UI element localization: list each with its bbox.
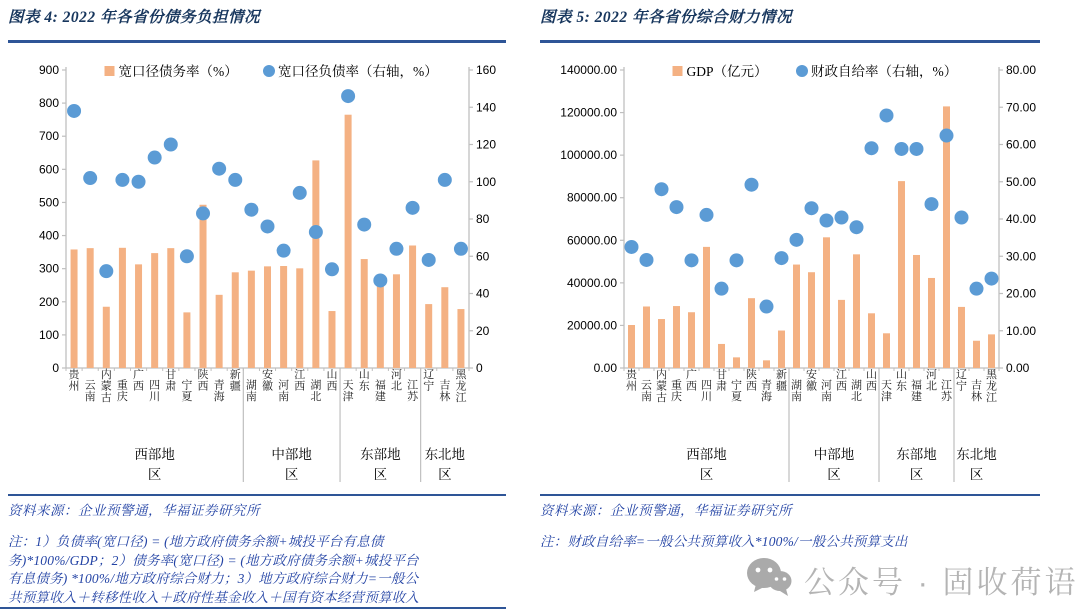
x-category-label: 新疆 <box>229 369 241 393</box>
left-axis-label: 300 <box>38 261 59 276</box>
bar <box>248 271 255 368</box>
bar <box>808 272 815 368</box>
x-category-label: 四川 <box>701 379 712 403</box>
legend-bar-label: 宽口径债务率（%） <box>118 64 238 79</box>
bar <box>658 319 665 368</box>
scatter-dot <box>212 162 226 176</box>
right-axis-label: 160 <box>476 63 497 77</box>
bar <box>328 311 335 368</box>
bar <box>823 237 830 368</box>
scatter-dot <box>955 211 969 225</box>
left-axis-label: 600 <box>38 162 59 177</box>
left-axis-label: 140000.00 <box>560 63 617 77</box>
x-category-label: 福建 <box>911 379 922 403</box>
source-line: 资料来源：企业预警通，华福证券研究所 <box>540 503 792 518</box>
x-category-label: 山东 <box>358 369 370 393</box>
right-axis-label: 10.00 <box>1006 323 1037 338</box>
group-label: 东部地区 <box>360 447 401 482</box>
x-category-label: 甘肃 <box>716 369 727 393</box>
bar <box>377 285 384 368</box>
legend-dot-marker <box>263 65 275 77</box>
scatter-dot <box>880 108 894 122</box>
right-axis-label: 100 <box>476 174 497 189</box>
scatter-dot <box>293 186 307 200</box>
group-label: 东北地区 <box>956 447 997 482</box>
scatter-dot <box>655 182 669 196</box>
scatter-dot <box>805 201 819 215</box>
bar <box>280 266 287 368</box>
right-axis-label: 30.00 <box>1006 249 1037 264</box>
bar <box>763 360 770 368</box>
scatter-dot <box>406 201 420 215</box>
left-axis-label: 700 <box>38 129 59 144</box>
scatter-dot <box>790 233 804 247</box>
scatter-dot <box>835 211 849 225</box>
x-category-label: 江苏 <box>407 379 419 403</box>
scatter-dot <box>715 282 729 296</box>
source-line: 资料来源：企业预警通，华福证券研究所 <box>8 503 260 518</box>
x-category-label: 云南 <box>84 379 96 403</box>
bar <box>393 274 400 368</box>
debt-burden-chart <box>8 58 520 492</box>
x-category-label: 福建 <box>374 379 386 403</box>
left-axis-label: 900 <box>38 63 59 77</box>
x-category-label: 宁夏 <box>731 379 742 403</box>
x-category-label: 湖南 <box>245 379 257 403</box>
bar <box>312 160 319 368</box>
scatter-dot <box>277 244 291 258</box>
x-category-label: 山西 <box>866 369 877 393</box>
bar <box>167 248 174 368</box>
scatter-dot <box>164 138 178 152</box>
x-category-label: 内蒙古 <box>100 369 112 404</box>
legend-dot-label: 财政自给率（右轴，%） <box>811 64 958 79</box>
chart-divider <box>540 494 1040 496</box>
scatter-dot <box>970 282 984 296</box>
right-axis-label: 50.00 <box>1006 174 1037 189</box>
bar <box>264 266 271 368</box>
left-axis-label: 60000.00 <box>566 233 617 248</box>
x-category-label: 宁夏 <box>181 379 193 403</box>
x-category-label: 河南 <box>821 379 832 403</box>
figure-fiscal-strength <box>540 0 1042 611</box>
scatter-dot <box>910 142 924 156</box>
scatter-dot <box>115 173 129 187</box>
bar <box>87 248 94 368</box>
group-label: 西部地区 <box>686 447 727 482</box>
bar <box>296 268 303 368</box>
scatter-dot <box>261 219 275 233</box>
bar <box>135 264 142 368</box>
bar <box>119 248 126 368</box>
right-axis-label: 120 <box>476 137 497 152</box>
fiscal-strength-chart <box>540 58 1052 492</box>
bar <box>868 313 875 368</box>
bar <box>913 255 920 368</box>
x-category-label: 重庆 <box>116 379 128 403</box>
bar <box>409 245 416 368</box>
left-axis-label: 20000.00 <box>566 318 617 333</box>
bar <box>643 306 650 368</box>
x-category-label: 吉林 <box>971 379 982 403</box>
right-axis-label: 60.00 <box>1006 137 1037 152</box>
bar <box>688 312 695 368</box>
group-label: 中部地区 <box>271 447 312 482</box>
scatter-dot <box>700 208 714 222</box>
bar <box>853 254 860 368</box>
bar <box>103 307 110 368</box>
scatter-dot <box>341 89 355 103</box>
x-category-label: 辽宁 <box>956 369 967 393</box>
scatter-dot <box>325 262 339 276</box>
x-category-label: 湖北 <box>310 379 322 403</box>
x-category-label: 江苏 <box>941 379 952 403</box>
title-divider <box>540 40 1040 43</box>
group-label: 东北地区 <box>424 447 466 482</box>
bar <box>71 249 78 368</box>
x-category-label: 安徽 <box>806 369 817 393</box>
right-axis-label: 0.00 <box>1006 361 1030 375</box>
x-category-label: 黑龙江 <box>986 369 997 404</box>
group-label: 中部地区 <box>813 447 855 482</box>
bar <box>718 344 725 368</box>
chart-canvas <box>8 58 520 492</box>
scatter-dot <box>940 129 954 143</box>
title-divider <box>8 40 506 43</box>
right-axis-label: 20.00 <box>1006 286 1037 301</box>
right-axis-label: 80.00 <box>1006 63 1037 77</box>
scatter-dot <box>180 249 194 263</box>
right-axis-label: 140 <box>476 100 497 115</box>
x-category-label: 陕西 <box>746 369 757 393</box>
right-axis-label: 70.00 <box>1006 100 1037 115</box>
legend-dot-marker <box>796 65 808 77</box>
bar <box>183 312 190 368</box>
bar <box>943 106 950 368</box>
bar <box>973 341 980 368</box>
right-axis-label: 80 <box>476 212 490 226</box>
left-axis-label: 800 <box>38 96 59 111</box>
x-category-label: 天津 <box>342 379 354 403</box>
x-category-label: 江西 <box>294 369 306 393</box>
bar <box>441 287 448 368</box>
bar <box>361 259 368 368</box>
bar <box>778 331 785 368</box>
x-category-label: 河南 <box>278 379 290 403</box>
x-category-label: 辽宁 <box>423 369 435 393</box>
group-label: 东部地区 <box>896 447 937 482</box>
bar <box>673 306 680 368</box>
x-category-label: 河北 <box>926 369 937 393</box>
right-axis-label: 20 <box>476 323 490 338</box>
scatter-dot <box>985 272 999 286</box>
scatter-dot <box>83 171 97 185</box>
scatter-dot <box>850 220 864 234</box>
bar <box>733 357 740 368</box>
scatter-dot <box>244 203 258 217</box>
x-category-label: 青海 <box>213 379 225 403</box>
x-category-label: 云南 <box>641 379 652 403</box>
x-category-label: 湖南 <box>791 379 802 403</box>
legend-bar-marker <box>105 66 115 76</box>
bottom-divider <box>0 607 506 609</box>
left-axis-label: 100 <box>38 327 59 342</box>
chart-canvas <box>540 58 1052 492</box>
scatter-dot <box>67 104 81 118</box>
scatter-dot <box>438 173 452 187</box>
bar <box>748 298 755 368</box>
x-category-label: 广西 <box>133 369 145 393</box>
scatter-dot <box>422 253 436 267</box>
bar <box>988 334 995 368</box>
scatter-dot <box>745 178 759 192</box>
bar <box>151 253 158 368</box>
right-axis-label: 40 <box>476 286 490 301</box>
scatter-dot <box>775 251 789 265</box>
left-axis-label: 400 <box>38 228 59 243</box>
legend-bar-marker <box>673 66 683 76</box>
scatter-dot <box>685 253 699 267</box>
scatter-dot <box>640 253 654 267</box>
bar <box>958 307 965 368</box>
bar <box>200 205 207 368</box>
x-category-label: 黑龙江 <box>455 369 467 404</box>
scatter-dot <box>760 300 774 314</box>
legend-dot-label: 宽口径负债率（右轴，%） <box>278 64 438 79</box>
right-axis-label: 40.00 <box>1006 212 1037 226</box>
x-category-label: 重庆 <box>671 379 682 403</box>
figure-note: 注：财政自给率=一般公共预算收入*100%/一般公共预算支出 <box>540 534 908 549</box>
bar <box>345 115 352 368</box>
bar <box>628 325 635 368</box>
x-category-label: 天津 <box>881 379 892 403</box>
x-category-label: 吉林 <box>439 379 451 403</box>
scatter-dot <box>148 151 162 165</box>
x-category-label: 贵州 <box>626 369 637 393</box>
left-axis-label: 40000.00 <box>566 275 617 290</box>
scatter-dot <box>925 197 939 211</box>
right-axis-label: 60 <box>476 249 490 264</box>
x-category-label: 青海 <box>761 379 772 403</box>
left-axis-label: 80000.00 <box>566 190 617 205</box>
group-label: 西部地区 <box>134 447 175 482</box>
x-category-label: 甘肃 <box>165 369 177 393</box>
scatter-dot <box>228 173 242 187</box>
x-category-label: 广西 <box>686 369 697 393</box>
scatter-dot <box>820 213 834 227</box>
x-category-label: 贵州 <box>68 369 80 393</box>
scatter-dot <box>670 200 684 214</box>
scatter-dot <box>730 253 744 267</box>
bar <box>216 295 223 368</box>
scatter-dot <box>196 206 210 220</box>
figure-5-title: 图表 5: 2022 年各省份综合财力情况 <box>540 9 793 26</box>
scatter-dot <box>625 240 639 254</box>
watermark-text: 公众号 · 固收荷语 <box>804 565 1079 600</box>
scatter-dot <box>373 273 387 287</box>
legend-bar-label: GDP（亿元） <box>686 64 768 79</box>
x-category-label: 四川 <box>149 379 161 403</box>
scatter-dot <box>865 141 879 155</box>
figure-4-title: 图表 4: 2022 年各省份债务负担情况 <box>8 9 261 26</box>
right-axis-label: 0 <box>476 361 483 375</box>
x-category-label: 陕西 <box>197 369 209 393</box>
left-axis-label: 0 <box>52 361 59 375</box>
x-category-label: 内蒙古 <box>656 369 667 404</box>
scatter-dot <box>895 142 909 156</box>
bar <box>883 333 890 368</box>
x-category-label: 山西 <box>326 369 338 393</box>
bar <box>232 272 239 368</box>
bar <box>457 309 464 368</box>
bar <box>838 300 845 368</box>
scatter-dot <box>99 264 113 278</box>
scatter-dot <box>454 242 468 256</box>
x-category-label: 山东 <box>896 369 907 393</box>
left-axis-label: 120000.00 <box>560 105 617 120</box>
x-category-label: 河北 <box>390 369 402 393</box>
scatter-dot <box>309 225 323 239</box>
left-axis-label: 200 <box>38 294 59 309</box>
bar <box>928 278 935 368</box>
left-axis-label: 0.00 <box>593 361 617 375</box>
x-category-label: 新疆 <box>776 369 787 393</box>
bar <box>703 247 710 368</box>
left-axis-label: 100000.00 <box>560 148 617 163</box>
x-category-label: 江西 <box>836 369 847 393</box>
scatter-dot <box>357 218 371 232</box>
figure-note: 注：1）负债率(宽口径) = (地方政府债务余额+城投平台有息债 务)*100%/GDP；2）债务率(宽口径) = (地方政府债务余额+城投平台 有息债务) *100%/地方政府综合财力；3）地方政府综合财力=一般公 共预算收入＋转移性收入＋政府性基金收入＋国有资本经营预算收入 <box>8 534 419 605</box>
bar <box>425 304 432 368</box>
x-category-label: 安徽 <box>262 369 273 393</box>
figure-debt-burden <box>8 0 508 611</box>
bar <box>898 181 905 368</box>
scatter-dot <box>389 242 403 256</box>
left-axis-label: 500 <box>38 195 59 210</box>
chart-divider <box>8 494 506 496</box>
x-category-label: 湖北 <box>851 379 862 403</box>
scatter-dot <box>132 175 146 189</box>
bar <box>793 265 800 368</box>
